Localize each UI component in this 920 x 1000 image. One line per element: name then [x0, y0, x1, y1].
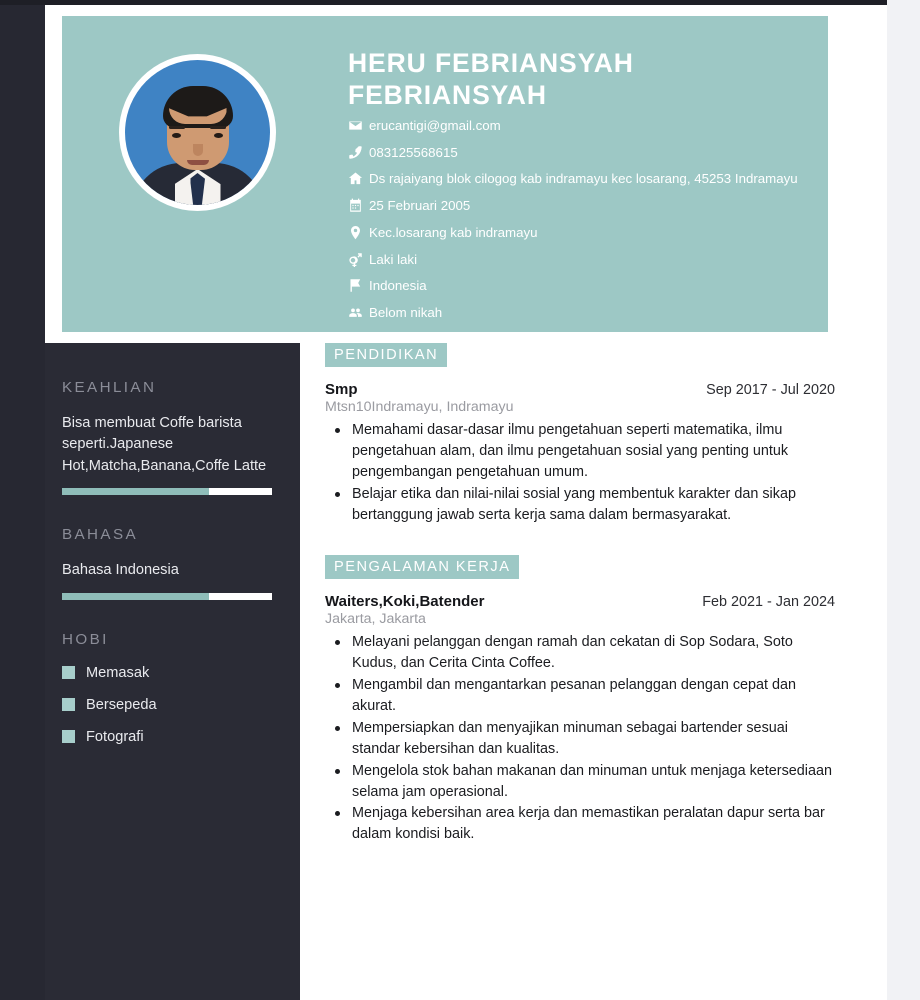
flag-icon	[348, 276, 369, 293]
hobbies-heading: HOBI	[62, 630, 109, 648]
contact-location: Kec.losarang kab indramayu	[369, 224, 538, 240]
contact-email: erucantigi@gmail.com	[369, 118, 501, 133]
contact-address: Ds rajaiyang blok cilogog kab indramayu kec losarang, 45253 Indramayu	[369, 171, 798, 187]
skills-heading: KEAHLIAN	[62, 379, 157, 396]
sidebar	[45, 343, 300, 1000]
people-icon	[348, 303, 369, 320]
entry-points	[327, 632, 835, 845]
entry	[325, 593, 835, 845]
education-badge: PENDIDIKAN	[325, 343, 447, 367]
gender-icon	[348, 250, 369, 267]
skills-text: Bisa membuat Coffe barista seperti.Japanese Hot,Matcha,Banana,Coffe Latte	[62, 415, 267, 474]
hobby-item	[62, 665, 283, 681]
hobby-list	[62, 665, 283, 745]
experience-entries	[325, 593, 835, 845]
contact-birthdate: 25 Februari 2005	[369, 198, 471, 214]
entry-point: Mengambil dan mengantarkan pesanan pelanggan dengan cepat dan akurat.	[327, 675, 835, 717]
calendar-icon	[348, 196, 369, 213]
entry-point: Belajar etika dan nilai-nilai sosial yang membentuk karakter dan sikap bertanggung jawab serta kerja sama dalam bermasyarakat.	[327, 484, 835, 526]
profile-photo	[125, 60, 270, 205]
entry-title: Smp	[325, 381, 358, 398]
entry-point: Mempersiapkan dan menyajikan minuman sebagai bartender sesuai standar kebersihan dan kualitas.	[327, 718, 835, 760]
hobby-item	[62, 729, 283, 745]
contact-row-birthdate	[348, 196, 818, 216]
section-experience	[325, 555, 835, 845]
hobby-label: Memasak	[86, 664, 150, 681]
hobby-label: Fotografi	[86, 728, 144, 745]
entry-header	[325, 381, 835, 398]
entry-point: Menjaga kebersihan area kerja dan memastikan peralatan dapur serta bar dalam kondisi baik.	[327, 803, 835, 845]
contact-nationality: Indonesia	[369, 278, 427, 294]
main-content	[325, 343, 835, 846]
phone-icon	[348, 143, 369, 160]
hobby-bullet-icon	[62, 698, 75, 711]
entry-point: Melayani pelanggan dengan ramah dan cekatan di Sop Sodara, Soto Kudus, dan Cerita Cinta Coffee.	[327, 632, 835, 674]
contact-row-phone	[348, 143, 818, 163]
hobby-label: Bersepeda	[86, 696, 157, 713]
entry-subtitle: Mtsn10Indramayu, Indramayu	[325, 399, 514, 415]
contact-row-nationality	[348, 276, 818, 296]
hobby-bullet-icon	[62, 666, 75, 679]
avatar	[119, 54, 276, 211]
section-education	[325, 343, 835, 525]
envelope-icon	[348, 116, 369, 133]
education-entries	[325, 381, 835, 525]
experience-badge: PENGALAMAN KERJA	[325, 555, 519, 579]
sidebar-section-languages	[62, 526, 283, 599]
skills-level-bar	[62, 488, 272, 495]
contact-row-gender	[348, 250, 818, 270]
sidebar-section-skills	[62, 379, 283, 495]
contact-gender: Laki laki	[369, 251, 418, 267]
cv-page	[45, 5, 887, 1000]
hobby-bullet-icon	[62, 730, 75, 743]
entry	[325, 381, 835, 525]
entry-subtitle: Jakarta, Jakarta	[325, 611, 426, 628]
contact-row-location	[348, 223, 818, 243]
entry-point: Memahami dasar-dasar ilmu pengetahuan seperti matematika, ilmu pengetahuan alam, dan ilmu pengetahuan sosial yang penting untuk pengembangan pengetahuan umum.	[327, 420, 835, 483]
sidebar-section-hobbies	[62, 631, 283, 745]
contact-row-address	[348, 169, 818, 189]
languages-level-bar	[62, 593, 272, 600]
entry-date: Sep 2017 - Jul 2020	[706, 382, 835, 398]
contact-row-marital-status	[348, 303, 818, 323]
contact-list	[348, 116, 818, 330]
contact-marital-status: Belom nikah	[369, 304, 443, 320]
right-gutter	[887, 0, 920, 1000]
header-banner	[62, 16, 828, 332]
contact-row-email	[348, 116, 818, 136]
contact-phone: 083125568615	[369, 144, 458, 160]
entry-header	[325, 593, 835, 610]
home-icon	[348, 169, 369, 186]
hobby-item	[62, 697, 283, 713]
entry-date: Feb 2021 - Jan 2024	[702, 594, 835, 611]
entry-title: Waiters,Koki,Batender	[325, 593, 485, 611]
map-pin-icon	[348, 223, 369, 240]
languages-text: Bahasa Indonesia	[62, 562, 179, 579]
page-title: HERU FEBRIANSYAH FEBRIANSYAH	[348, 48, 634, 110]
languages-heading: BAHASA	[62, 526, 139, 544]
entry-points	[327, 420, 835, 525]
entry-point: Mengelola stok bahan makanan dan minuman untuk menjaga ketersediaan selama jam operasional.	[327, 761, 835, 803]
